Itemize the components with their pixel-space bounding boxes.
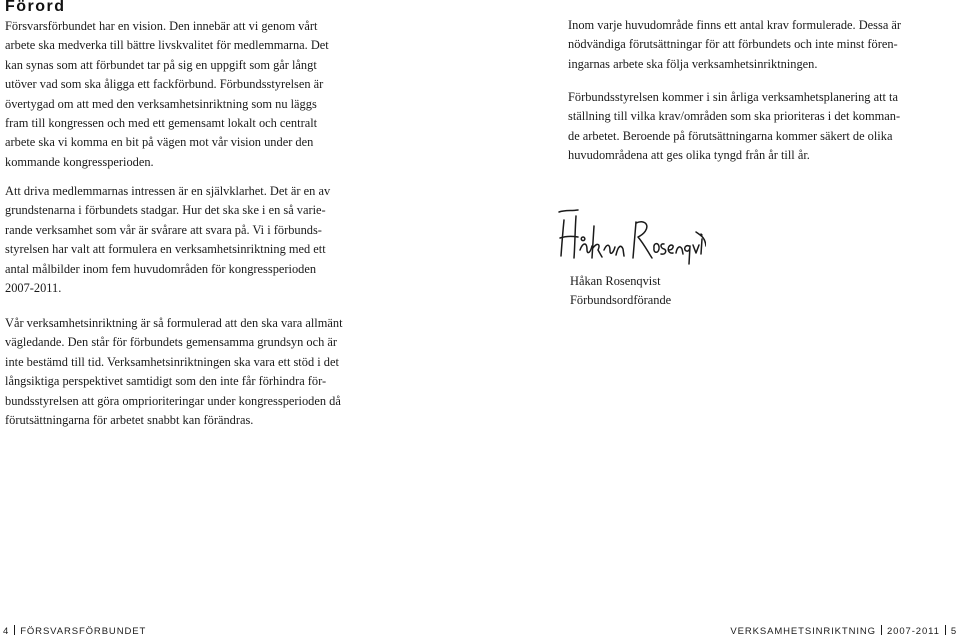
page-number-left: 4 xyxy=(3,626,10,637)
footer-right xyxy=(730,625,957,637)
text-line: övertygad om att med den verksamhetsinriktning som nu läggs xyxy=(5,96,317,111)
text-line: rande verksamhet som vår är svårare att svara på. Vi i förbunds- xyxy=(5,222,322,237)
text-line: nödvändiga förutsättningar för att förbundets och inte minst fören- xyxy=(568,37,898,52)
text-line: bundsstyrelsen att göra omprioriteringar under kongressperioden då xyxy=(5,393,341,408)
text-line: utöver vad som ska åligga ett fackförbund. Förbundsstyrelsen är xyxy=(5,77,324,92)
handwritten-signature xyxy=(556,206,706,268)
text-line: Att driva medlemmarnas intressen är en självklarhet. Det är en av xyxy=(5,184,331,198)
text-line: kommande kongressperioden. xyxy=(5,154,154,169)
planning-paragraph xyxy=(568,88,948,166)
requirements-paragraph xyxy=(568,16,948,74)
page-number-right: 5 xyxy=(950,626,957,637)
text-line: Förbundsstyrelsen kommer i sin årliga verksamhetsplanering att ta xyxy=(568,90,898,104)
text-line: fram till kongressen och med ett gemensamt lokalt och centralt xyxy=(5,116,318,131)
footer-divider xyxy=(945,625,946,635)
footer-document-title: VERKSAMHETSINRIKTNING xyxy=(730,626,876,637)
text-line: de arbetet. Beroende på förutsättningarna kommer säkert de olika xyxy=(568,128,893,143)
page-footer xyxy=(0,625,960,639)
text-line: huvudområdena att ges olika tyngd från år till år. xyxy=(568,148,810,163)
text-line: Försvarsförbundet har en vision. Den innebär att vi genom vårt xyxy=(5,19,318,33)
text-line: kan synas som att förbundet tar på sig en uppgift som går långt xyxy=(5,57,317,72)
text-line: förutsättningarna för arbetet snabbt kan förändras. xyxy=(5,413,254,428)
text-line: långsiktiga perspektivet samtidigt som den inte får förhindra för- xyxy=(5,374,327,389)
member-interests-paragraph xyxy=(5,182,405,298)
signer-title: Förbundsordförande xyxy=(570,293,672,307)
text-line: grundstenarna i förbundets stadgar. Hur det ska ske i en så varie- xyxy=(5,203,326,218)
text-line: arbete ska medverka till bättre livskvalitet för medlemmarna. Det xyxy=(5,38,329,53)
footer-left xyxy=(3,625,146,637)
signer-name: Håkan Rosenqvist xyxy=(570,274,661,288)
footer-divider xyxy=(881,625,882,635)
text-line: antal målbilder inom fem huvudområden för kongressperioden xyxy=(5,261,317,276)
footer-publisher: FÖRSVARSFÖRBUNDET xyxy=(20,626,147,637)
text-line: arbete ska vi komma en bit på vägen mot vår vision under den xyxy=(5,135,314,150)
intro-paragraph xyxy=(5,17,405,172)
text-line: vägledande. Den står för förbundets gemensamma grundsyn och är xyxy=(5,335,338,350)
footer-period: 2007-2011 xyxy=(886,626,940,637)
text-line: Inom varje huvudområde finns ett antal krav formulerade. Dessa är xyxy=(568,18,902,32)
signature-block xyxy=(570,272,671,310)
guidance-paragraph xyxy=(5,314,405,430)
text-line: ställning till vilka krav/områden som ska prioriteras i det komman- xyxy=(568,109,901,124)
page-title: Förord xyxy=(5,0,66,15)
text-line: inte bestämd till tid. Verksamhetsinriktningen ska vara ett stöd i det xyxy=(5,354,339,369)
text-line: Vår verksamhetsinriktning är så formulerad att den ska vara allmänt xyxy=(5,316,343,330)
footer-divider xyxy=(14,625,15,635)
text-line: styrelsen har valt att formulera en verksamhetsinriktning med ett xyxy=(5,242,326,257)
text-line: ingarnas arbete ska följa verksamhetsinriktningen. xyxy=(568,56,818,71)
text-line: 2007-2011. xyxy=(5,281,62,296)
